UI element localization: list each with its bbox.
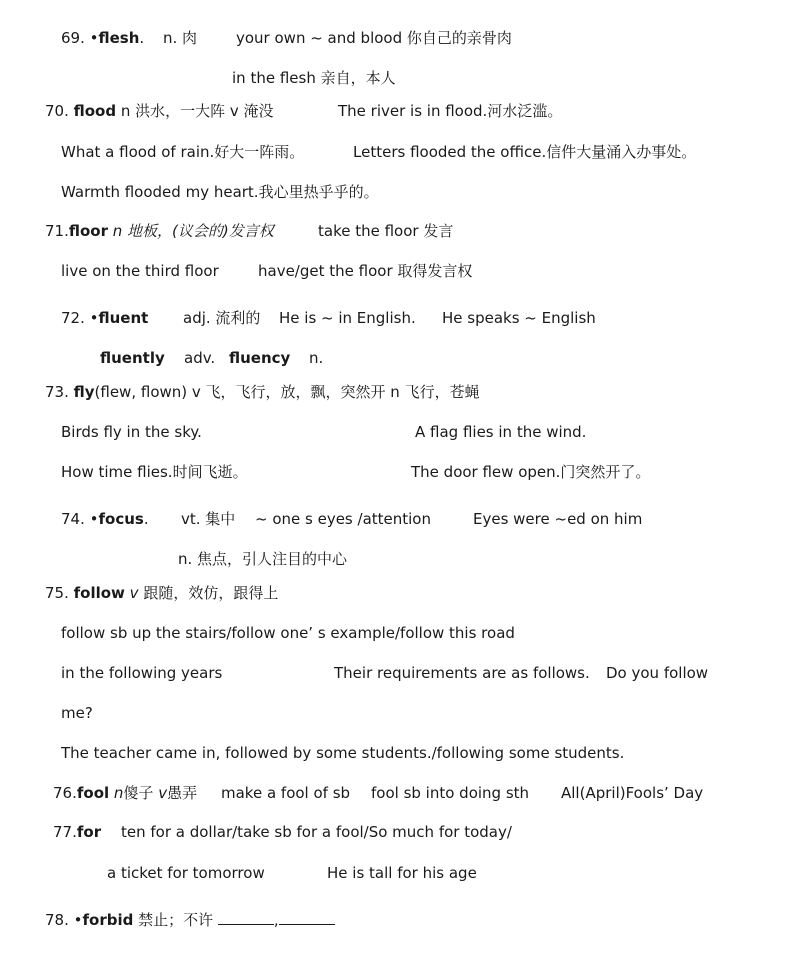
entry-77-example: He is tall for his age <box>327 864 477 882</box>
headword: flesh <box>98 29 140 47</box>
entry-73-example: How time flies.时间飞逝。 <box>61 463 248 481</box>
entry-77-headword-line <box>53 822 101 842</box>
entry-72-derived-word: fluently <box>100 349 165 367</box>
entry-72-derived-pos: n. <box>309 349 324 367</box>
entry-73-example: The door flew open.门突然开了。 <box>411 463 651 481</box>
entry-71-example: live on the third floor <box>61 262 219 280</box>
headword: fly <box>73 383 95 401</box>
entry-70-example: What a flood of rain.好大一阵雨。 <box>61 143 305 161</box>
bullet-icon: • <box>89 29 99 47</box>
entry-74-pos: vt. 集中 <box>181 510 236 528</box>
entry-71-headword-line <box>45 221 274 241</box>
entry-69-headword-line <box>61 28 144 48</box>
entry-72-pos: adj. 流利的 <box>183 309 261 327</box>
entry-78-headword-line <box>45 910 335 930</box>
entry-number: 70. <box>45 102 74 120</box>
part-of-speech: n <box>109 784 124 802</box>
entry-72-example: He speaks ~ English <box>442 309 596 327</box>
headword: fool <box>76 784 110 802</box>
entry-70-headword-line <box>45 101 274 121</box>
entry-number: 74. <box>61 510 90 528</box>
definition: n 地板，(议会的)发言权 <box>108 222 274 240</box>
definition: 禁止；不许 <box>133 911 214 929</box>
part-of-speech: v <box>158 784 168 802</box>
headword: forbid <box>82 911 134 929</box>
definition: 跟随，效仿，跟得上 <box>138 584 279 602</box>
entry-70-example: The river is in flood.河水泛滥。 <box>338 102 563 120</box>
entry-69-pos: n. 肉 <box>163 29 198 47</box>
headword: floor <box>68 222 108 240</box>
headword-punctuation: . <box>143 510 149 528</box>
fill-in-blank <box>279 910 335 925</box>
entry-number: 78. <box>45 911 74 929</box>
blank-separator: , <box>273 911 279 929</box>
definition: n 洪水，一大阵 v 淹没 <box>116 102 274 120</box>
headword-punctuation: . <box>139 29 145 47</box>
entry-76-example: fool sb into doing sth <box>371 784 530 802</box>
entry-number: 75. <box>45 584 74 602</box>
entry-74-noun-sense: n. 焦点，引人注目的中心 <box>178 550 348 568</box>
entry-74-example: ~ one s eyes /attention <box>255 510 431 528</box>
entry-number: 69. <box>61 29 90 47</box>
entry-76-example: make a fool of sb <box>221 784 351 802</box>
entry-76-example: All(April)Fools’ Day <box>561 784 704 802</box>
entry-76-headword-line <box>53 783 197 803</box>
entry-70-example: Warmth flooded my heart.我心里热乎乎的。 <box>61 183 379 201</box>
part-of-speech: v <box>124 584 139 602</box>
entry-75-example: in the following years <box>61 664 223 682</box>
entry-75-example: me? <box>61 704 93 722</box>
headword: flood <box>73 102 117 120</box>
entry-number: 71. <box>45 222 69 240</box>
entry-72-derived-pos: adv. <box>184 349 216 367</box>
entry-72-derived-word: fluency <box>229 349 291 367</box>
definition: 傻子 <box>123 784 159 802</box>
headword: for <box>76 823 102 841</box>
headword: focus <box>98 510 144 528</box>
definition: (flew, flown) v 飞，飞行，放，飘，突然开 n 飞行，苍蝇 <box>94 383 480 401</box>
entry-75-example: follow sb up the stairs/follow one’ s example/follow this road <box>61 624 515 642</box>
entry-71-example: take the floor 发言 <box>318 222 454 240</box>
entry-number: 76. <box>53 784 77 802</box>
headword: fluent <box>98 309 149 327</box>
bullet-icon: • <box>73 911 83 929</box>
entry-74-example: Eyes were ~ed on him <box>473 510 643 528</box>
entry-73-headword-line <box>45 382 480 402</box>
entry-number: 72. <box>61 309 90 327</box>
entry-73-example: Birds fly in the sky. <box>61 423 202 441</box>
entry-75-example: Their requirements are as follows. <box>334 664 590 682</box>
bullet-icon: • <box>89 309 99 327</box>
entry-70-example: Letters flooded the office.信件大量涌入办事处。 <box>353 143 697 161</box>
entry-77-example: ten for a dollar/take sb for a fool/So much for today/ <box>121 823 512 841</box>
entry-number: 77. <box>53 823 77 841</box>
bullet-icon: • <box>89 510 99 528</box>
entry-72-headword-line <box>61 308 148 328</box>
fill-in-blank <box>218 910 274 925</box>
definition: 愚弄 <box>167 784 198 802</box>
entry-75-example: The teacher came in, followed by some students./following some students. <box>61 744 625 762</box>
entry-71-example: have/get the floor 取得发言权 <box>258 262 473 280</box>
entry-number: 73. <box>45 383 74 401</box>
entry-69-phrase: your own ~ and blood 你自己的亲骨肉 <box>236 29 512 47</box>
entry-77-example: a ticket for tomorrow <box>107 864 265 882</box>
entry-73-example: A flag flies in the wind. <box>415 423 587 441</box>
entry-69-phrase: in the flesh 亲自，本人 <box>232 69 396 87</box>
entry-72-example: He is ~ in English. <box>279 309 416 327</box>
headword: follow <box>73 584 125 602</box>
entry-75-headword-line <box>45 583 278 603</box>
entry-75-example: Do you follow <box>606 664 709 682</box>
entry-74-headword-line <box>61 509 149 529</box>
